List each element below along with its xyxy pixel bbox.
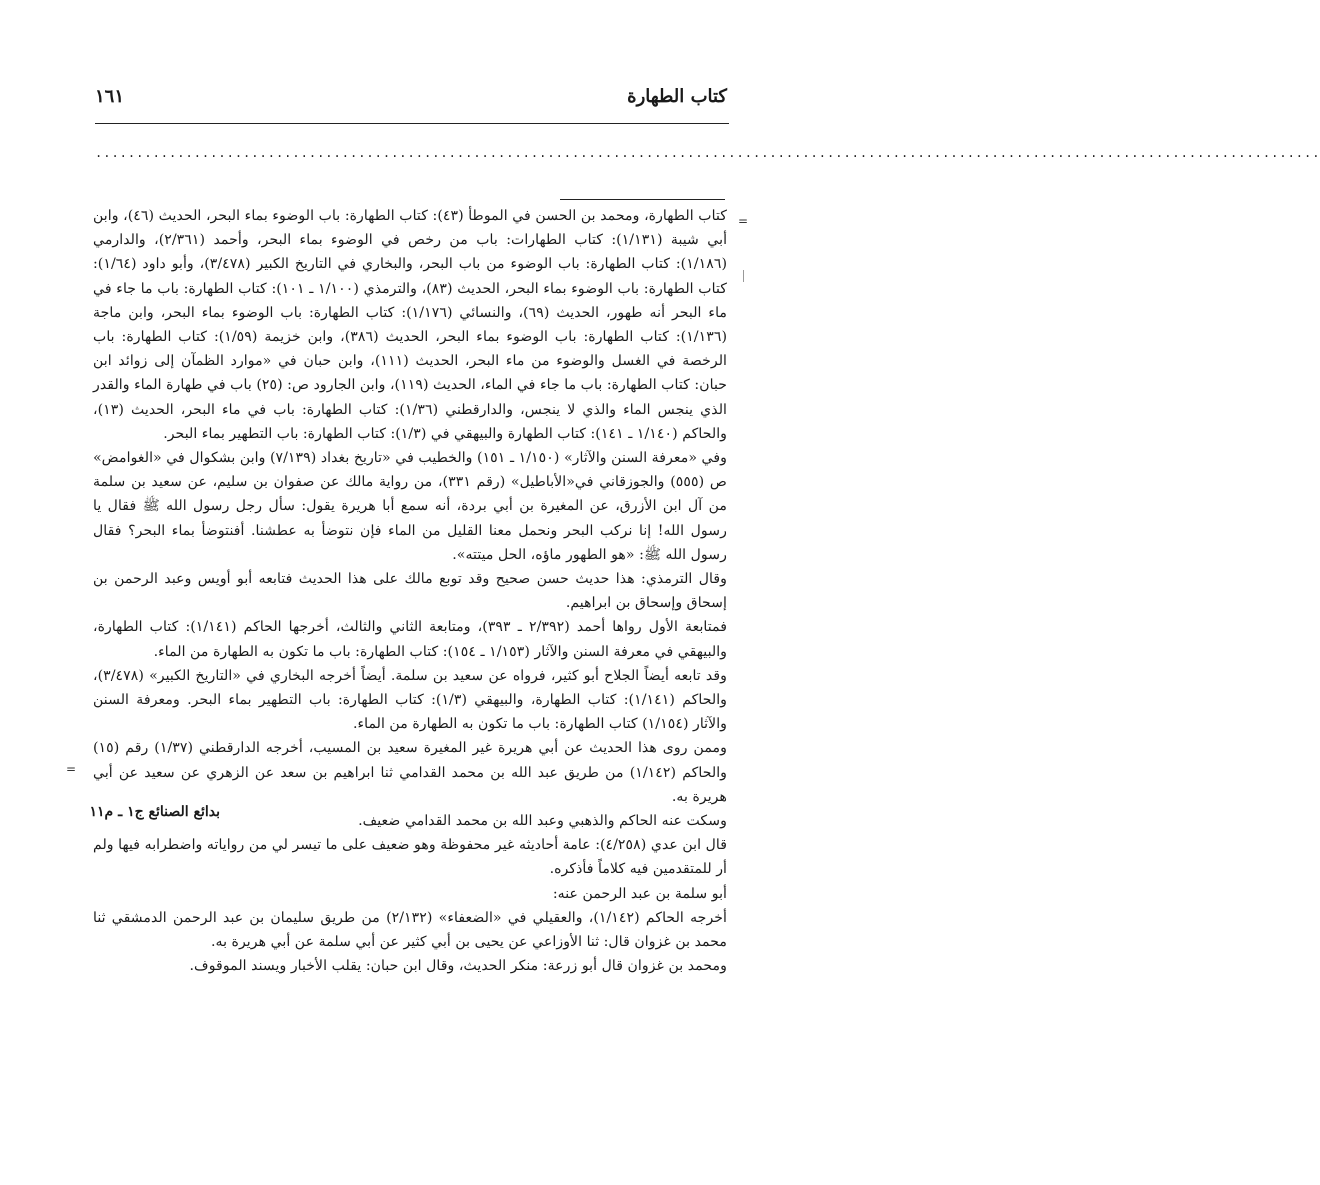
footnote-paragraph: قال ابن عدي (٤/٢٥٨): عامة أحاديثه غير محفوظة وهو ضعيف على ما تيسر لي من رواياته واضطرابه فيها ولم أر للمتقدمين فيه كلاماً فأذكره.	[93, 837, 727, 878]
page-number: ١٦١	[95, 86, 125, 107]
footnote-paragraph: فمتابعة الأول رواها أحمد (٢/٣٩٢ ـ ٣٩٣)، ومتابعة الثاني والثالث، أخرجها الحاكم (١/١٤١): كتاب الطهارة، والبيهقي في معرفة السنن والآثار (١/١٥٣ ـ ١٥٤): كتاب الطهارة: باب ما تكون به الطهارة من الماء.	[93, 619, 727, 660]
printer-signature: بدائع الصنائع ج١ ـ م١١	[89, 804, 220, 820]
footnote-rule	[560, 199, 725, 200]
footnote-paragraph: وقال الترمذي: هذا حديث حسن صحيح وقد توبع مالك على هذا الحديث فتابعه أبو أويس وعبد الرحمن بن إسحاق وإسحاق بن ابراهيم.	[93, 571, 728, 612]
footnote-paragraph: ومحمد بن غزوان قال أبو زرعة: منكر الحديث، وقال ابن حبان: يقلب الأخبار ويسند الموقوف.	[189, 958, 727, 975]
running-title: كتاب الطهارة	[627, 86, 727, 107]
footnote-paragraph: وسكت عنه الحاكم والذهبي وعبد الله بن محمد القدامي ضعيف.	[358, 813, 727, 830]
footnote-paragraph: أخرجه الحاكم (١/١٤٢)، والعقيلي في «الضعفاء» (٢/١٣٢) من طريق سليمان بن عبد الرحمن الدمشقي ثنا محمد بن غزوان قال: ثنا الأوزاعي عن يحيى بن أبي كثير عن أبي سلمة عن أبي هريرة به.	[93, 909, 727, 951]
continued-marker-bottom: =	[66, 762, 77, 776]
dotted-separator: .....................................................................................................................................................	[95, 146, 1320, 160]
footnote-paragraph: وفي «معرفة السنن والآثار» (١/١٥٠ ـ ١٥١) والخطيب في «تاريخ بغداد (٧/١٣٩) وابن بشكوال في «الغوامض» ص (٥٥٥) والجوزقاني في«الأباطيل» (رقم ٣٣١)، من رواية مالك عن صفوان بن سليم، عن سعيد بن سلمة من آل ابن الأزرق، عن المغيرة بن أبي بردة، أنه سمع أبا هريرة يقول: سأل رجل رسول الله ﷺ فقال يا رسول الله! إنا نركب البحر ونحمل معنا القليل من الماء فإن نتوضأ به عطشنا. أفنتوضأ بماء البحر؟ فقال رسول الله ﷺ: «هو الطهور ماؤه، الحل ميتته».	[93, 450, 727, 563]
footnote-paragraph: وقد تابعه أيضاً الجلاح أبو كثير، فرواه عن سعيد بن سلمة. أيضاً أخرجه البخاري في «التاريخ الكبير» (٣/٤٧٨)، والحاكم (١/١٤١): كتاب الطهارة، والبيهقي (١/٣): كتاب الطهارة: باب التطهير بماء البحر. ومعرفة السنن والآثار (١/١٥٤) كتاب الطهارة: باب ما تكون به الطهارة من الماء.	[93, 667, 727, 733]
footnote-paragraph: كتاب الطهارة، ومحمد بن الحسن في الموطأ (٤٣): كتاب الطهارة: باب الوضوء بماء البحر، الحديث (٤٦)، وابن أبي شيبة (١/١٣١): كتاب الطهارات: باب من رخص في الوضوء بماء البحر، وأحمد (٢/٣٦١)، والدارمي (١/١٨٦): كتاب الطهارة: باب الوضوء من باب البحر، والبخاري في التاريخ الكبير (٣/٤٧٨)، وأبو داود (١/٦٤): كتاب الطهارة: باب الوضوء بماء البحر، الحديث (٨٣)، والترمذي (١/١٠٠ ـ ١٠١): كتاب الطهارة: باب ما جاء في ماء البحر أنه طهور، الحديث (٦٩)، والنسائي (١/١٧٦): كتاب الطهارة: باب الوضوء بماء البحر، وابن ماجة (١/١٣٦): كتاب الطهارة: باب الوضوء بماء البحر، الحديث (٣٨٦)، وابن خزيمة (١/٥٩): كتاب الطهارة: باب الرخصة في الغسل والوضوء من ماء البحر، الحديث (١١١)، وابن حبان في «موارد الظمآن إلى زوائد ابن حبان: كتاب الطهارة: باب ما جاء في الماء، الحديث (١١٩)، وابن الجارود ص: (٢٥) باب في طهارة الماء والقدر الذي ينجس الماء والذي لا ينجس، والدارقطني (١/٣٦): كتاب الطهارة: باب في ماء البحر، الحديث (١٣)، والحاكم (١/١٤٠ ـ ١٤١): كتاب الطهارة والبيهقي في (١/٣): كتاب الطهارة: باب التطهير بماء البحر.	[93, 208, 728, 442]
header-rule	[95, 123, 729, 124]
margin-tick	[743, 270, 744, 282]
continued-marker-top: =	[738, 214, 749, 228]
footnote-paragraph: أبو سلمة بن عبد الرحمن عنه:	[552, 885, 727, 902]
footnote-paragraph: وممن روى هذا الحديث عن أبي هريرة غير المغيرة سعيد بن المسيب، أخرجه الدارقطني (١/٣٧) رقم (١٥) والحاكم (١/١٤٢) من طريق عبد الله بن محمد القدامي ثنا ابراهيم بن سعد عن الزهري عن سعيد عن أبي هريرة به.	[93, 740, 728, 805]
